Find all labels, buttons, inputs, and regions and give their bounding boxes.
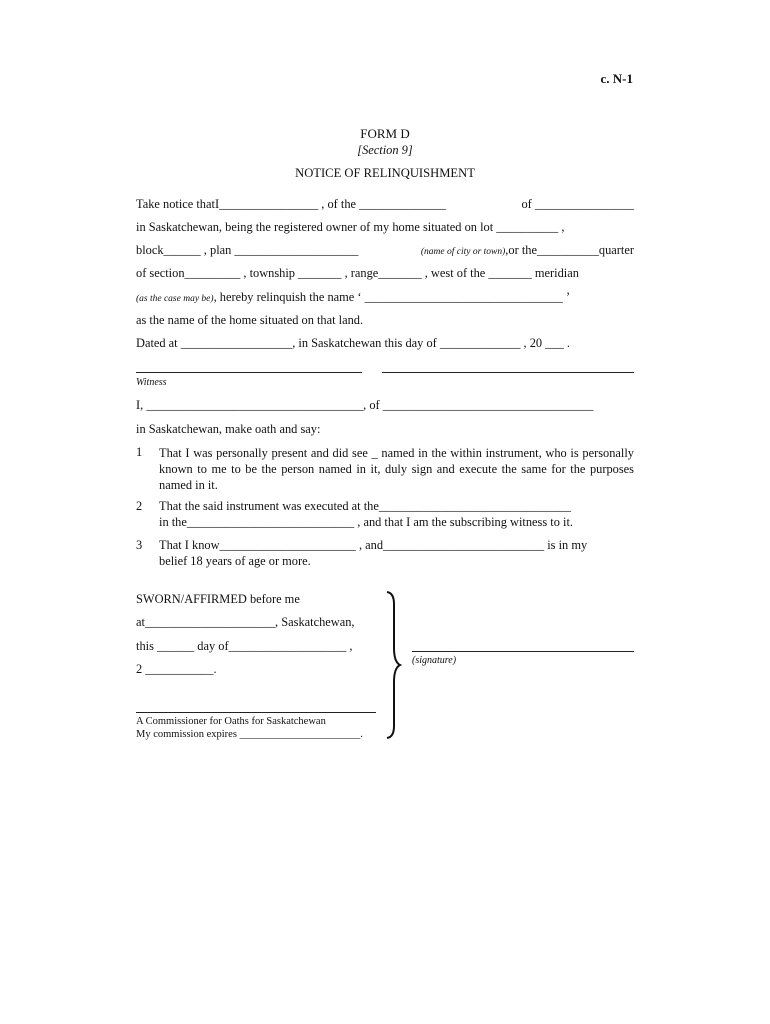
item-1-text: That I was personally present and did see _ named in the within instrument, who is personally known to me to be the person named in it, duly sign and execute the same for the purposes named in it. <box>159 446 634 492</box>
city-hint: (name of city or town) <box>420 247 506 257</box>
right-brace <box>385 590 409 740</box>
form-title: FORM D <box>360 126 410 141</box>
sworn-line-4: 2 ___________. <box>136 662 217 676</box>
case-hint: (as the case may be) <box>136 294 214 304</box>
commissioner-signature-line <box>136 712 376 713</box>
notice-line-6: as the name of the home situated on that land. <box>136 313 364 327</box>
notice-line-3-left: block______ , plan ____________________ <box>136 243 359 257</box>
sworn-line-3: this ______ day of___________________ , <box>136 639 353 653</box>
notice-line-1 <box>136 197 634 212</box>
notice-line-3-right <box>421 243 634 258</box>
notice-line-1-left: Take notice thatI________________ , of the ______________ <box>136 197 446 211</box>
quarter-text: ,or the__________quarter <box>505 243 634 257</box>
chapter-reference: c. N-1 <box>600 71 633 86</box>
notice-line-3 <box>136 243 634 258</box>
signature-label: (signature) <box>412 655 457 666</box>
commissioner-label: A Commissioner for Oaths for Saskatchewan <box>136 716 326 727</box>
notice-line-5 <box>136 290 570 305</box>
witness-label: Witness <box>136 377 167 388</box>
sworn-line-2: at_____________________, Saskatchewan, <box>136 615 355 629</box>
witness-signature-line <box>136 372 362 373</box>
item-3-text-a: That I know______________________ , and__________________________ is in my <box>159 538 588 552</box>
item-1-number: 1 <box>136 445 143 459</box>
item-2-text-b: in the___________________________ , and that I am the subscribing witness to it. <box>159 515 574 529</box>
sworn-line-1: SWORN/AFFIRMED before me <box>136 592 300 606</box>
relinquish-text: , hereby relinquish the name ‘ ________________________________ ’ <box>213 290 571 304</box>
commission-expires: My commission expires _______________________. <box>136 729 363 740</box>
item-3-number: 3 <box>136 538 143 552</box>
oath-line-2: in Saskatchewan, make oath and say: <box>136 422 321 436</box>
notice-title: NOTICE OF RELINQUISHMENT <box>295 166 475 180</box>
section-reference: [Section 9] <box>357 143 413 157</box>
notice-line-4: of section_________ , township _______ , range_______ , west of the _______ meridian <box>136 266 579 280</box>
item-2-number: 2 <box>136 499 143 513</box>
oath-line-1: I, ___________________________________, of __________________________________ <box>136 398 594 412</box>
deponent-signature-line <box>412 651 634 652</box>
notice-line-2: in Saskatchewan, being the registered owner of my home situated on lot __________ , <box>136 220 565 234</box>
item-3-text-b: belief 18 years of age or more. <box>159 554 311 568</box>
owner-signature-line <box>382 372 634 373</box>
notice-line-1-right: of ________________ <box>521 197 634 211</box>
item-2-text-a: That the said instrument was executed at the_______________________________ <box>159 499 571 513</box>
dated-line: Dated at __________________, in Saskatchewan this day of _____________ , 20 ___ . <box>136 336 570 350</box>
